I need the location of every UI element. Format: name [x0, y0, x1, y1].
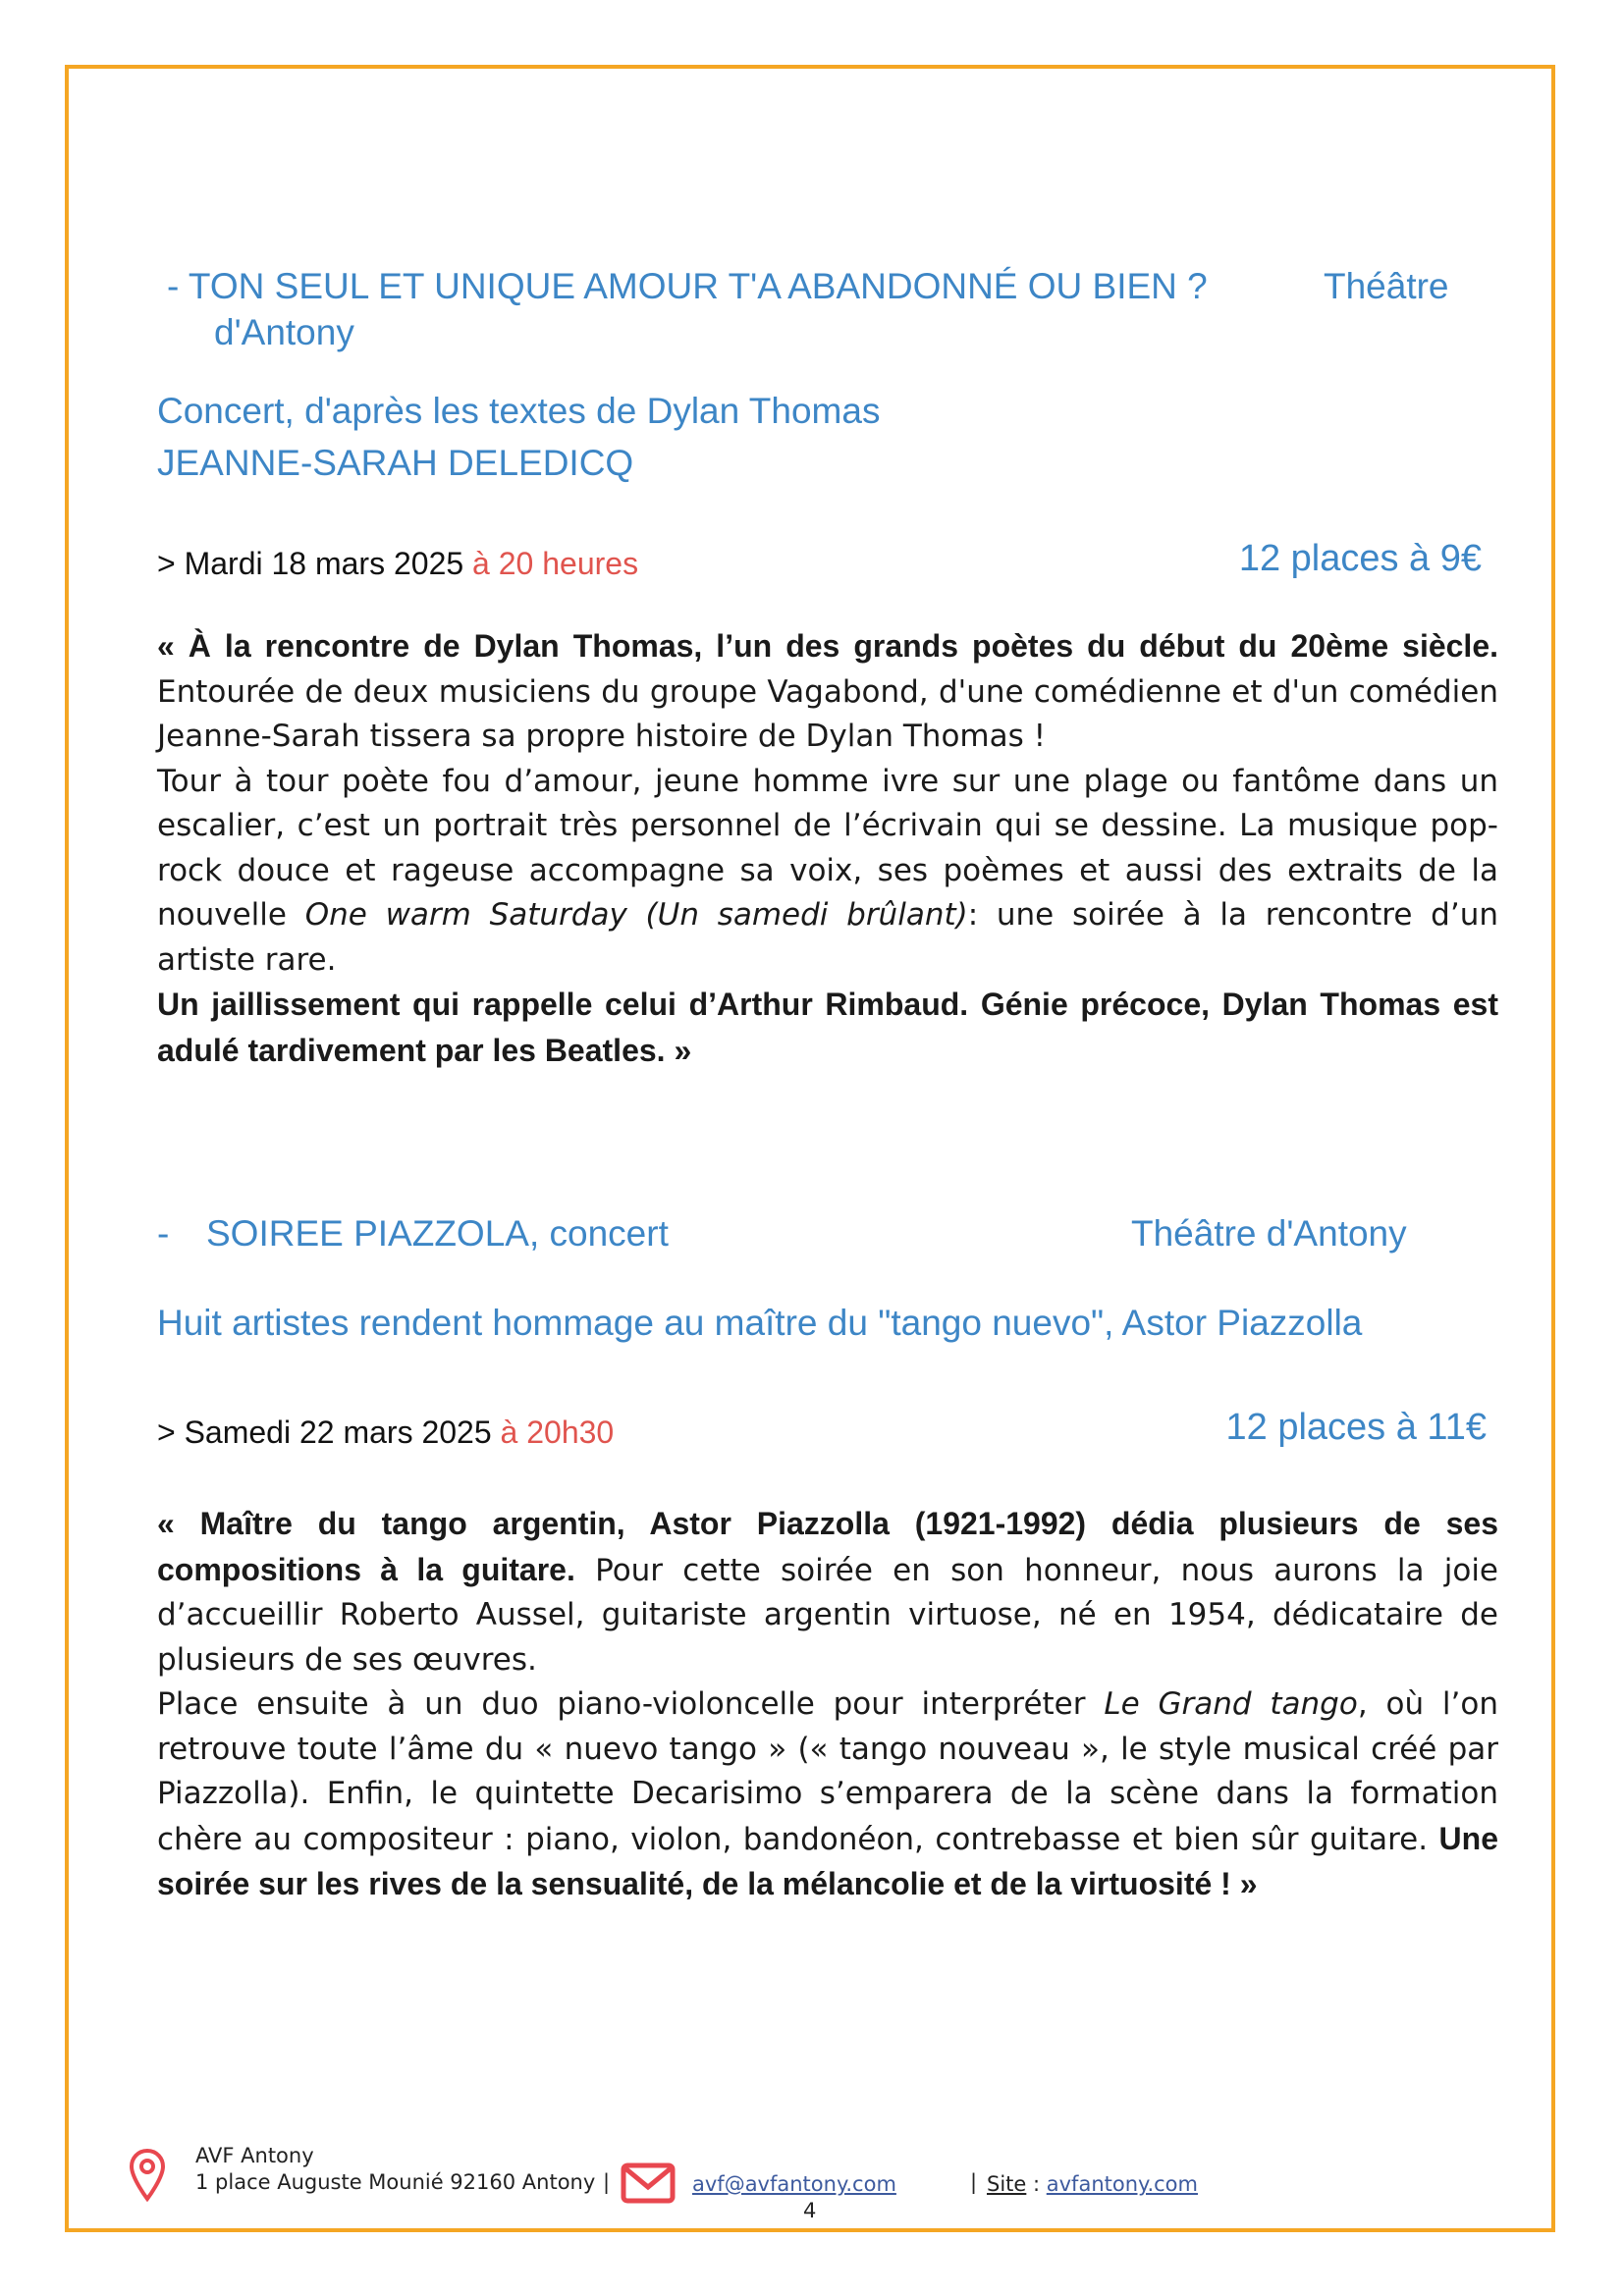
event1-p1-bold: « À la rencontre de Dylan Thomas, l’un des grands poètes du début du 20ème siècle. [157, 628, 1498, 664]
footer-address: 1 place Auguste Mounié 92160 Antony [195, 2170, 596, 2194]
event2-places: 12 places à 11€ [1225, 1407, 1487, 1448]
footer-separator-2: | [970, 2170, 978, 2194]
event2-p2-b: , où l’on retrouve toute l’âme du « nuevo tango » (« tango nouveau », le style musical créé par Piazzolla). Enfin, le quintette Decarisimo s’emparera de la scène dans la formation chère au compositeur : piano, violon, bandonéon, contrebasse et bien sûr guitare. [157, 1686, 1498, 1857]
event2-date-line [157, 1415, 614, 1451]
location-pin-icon [128, 2148, 167, 2203]
event1-title: - TON SEUL ET UNIQUE AMOUR T'A ABANDONNÉ OU BIEN ? [167, 266, 1208, 306]
event2-p1-bold: « Maître du tango argentin, Astor Piazzolla (1921-1992) dédia plusieurs de ses compositions à la guitare. [157, 1506, 1498, 1587]
footer-site [987, 2172, 1198, 2196]
event1-p2-a: Tour à tour poète fou d’amour, jeune homme ivre sur une plage ou fantôme dans un escalier, c’est un portrait très personnel de l’écrivain qui se dessine. La musique pop-rock douce et rageuse accompagne sa voix, ses poèmes et aussi des extraits de la nouvelle [157, 763, 1498, 933]
event2-p2-italic: Le Grand tango [1104, 1686, 1358, 1722]
event2-p2-a: Place ensuite à un duo piano-violoncelle pour interpréter [157, 1686, 1086, 1722]
event1-places: 12 places à 9€ [1238, 538, 1482, 579]
event1-description [157, 624, 1498, 1074]
event2-dash: - [157, 1213, 170, 1254]
footer-org: AVF Antony [195, 2144, 314, 2167]
event1-p2-italic: One warm Saturday (Un samedi brûlant) [304, 897, 968, 933]
event1-time: à 20 heures [472, 546, 639, 581]
event2-p2-bold: Une soirée sur les rives de la sensualité, de la mélancolie et de la virtuosité ! » [157, 1820, 1498, 1901]
footer-site-link[interactable]: avfantony.com [1046, 2172, 1198, 2196]
event2-time: à 20h30 [500, 1415, 615, 1450]
event2-date: > Samedi 22 mars 2025 [157, 1415, 492, 1450]
footer-site-label: Site [987, 2172, 1027, 2196]
event1-venue-a: Théâtre [1324, 266, 1449, 306]
event1-p2-b: : une soirée à la rencontre d’un artiste rare. [157, 897, 1498, 978]
event1-p3-bold: Un jaillissement qui rappelle celui d’Arthur Rimbaud. Génie précoce, Dylan Thomas est adulé tardivement par les Beatles. » [157, 987, 1498, 1068]
event1-subtitle-2: JEANNE-SARAH DELEDICQ [157, 443, 634, 483]
event1-subtitle-1: Concert, d'après les textes de Dylan Thomas [157, 391, 881, 431]
event1-date: > Mardi 18 mars 2025 [157, 546, 464, 581]
event1-p1-rest: Entourée de deux musiciens du groupe Vagabond, d'une comédienne et d'un comédien Jeanne-Sarah tissera sa propre histoire de Dylan Thomas ! [157, 673, 1498, 754]
event2-venue: Théâtre d'Antony [1131, 1213, 1407, 1254]
page-number: 4 [803, 2199, 817, 2222]
footer-separator-1: | [603, 2170, 611, 2194]
footer-site-colon: : [1026, 2172, 1047, 2196]
event2-p1-rest: Pour cette soirée en son honneur, nous aurons la joie d’accueillir Roberto Aussel, guitariste argentin virtuose, né en 1954, dédicataire de plusieurs de ses œuvres. [157, 1552, 1499, 1678]
event2-subtitle: Huit artistes rendent hommage au maître du "tango nuevo", Astor Piazzolla [157, 1303, 1363, 1343]
event2-title: SOIREE PIAZZOLA, concert [206, 1213, 669, 1254]
mail-icon [621, 2163, 676, 2204]
event2-description [157, 1502, 1498, 1908]
event1-date-line [157, 546, 638, 582]
footer-email-link[interactable]: avf@avfantony.com [692, 2172, 896, 2196]
event1-venue-b: d'Antony [214, 312, 354, 352]
